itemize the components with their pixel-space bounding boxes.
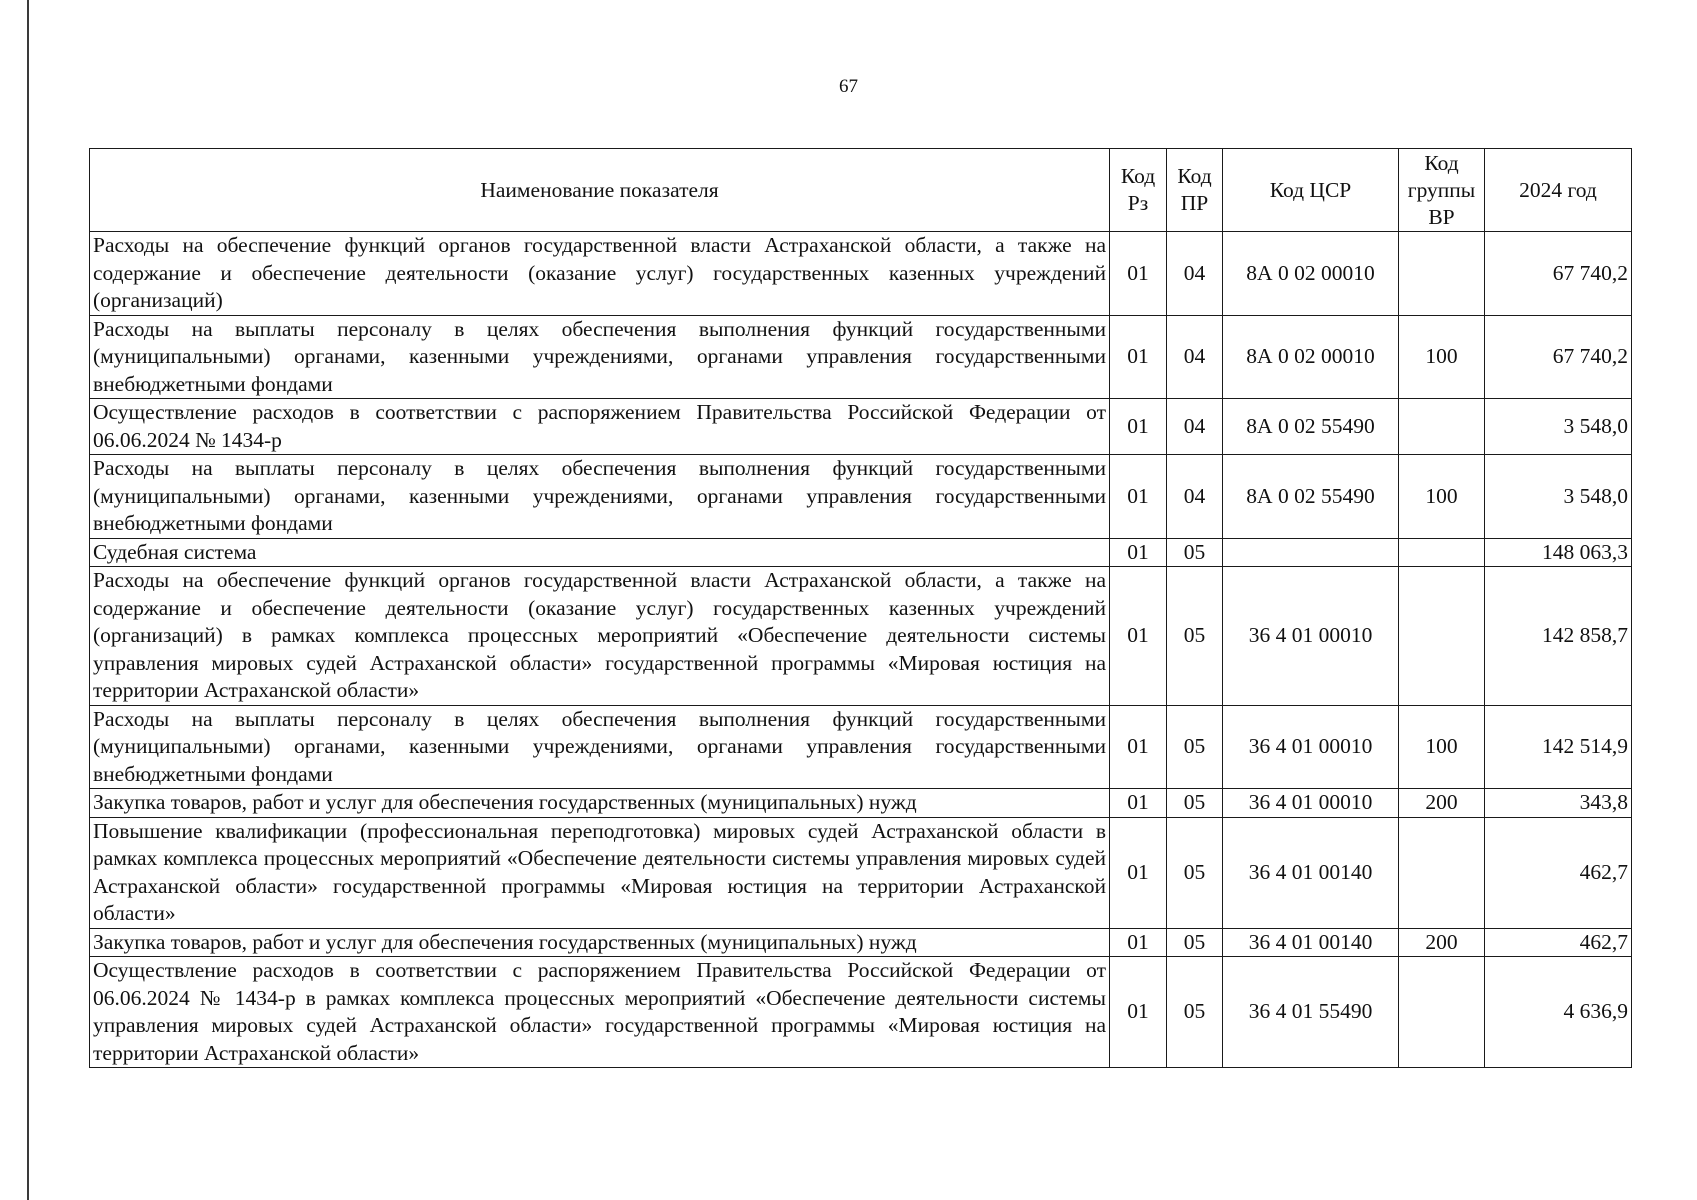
page-number: 67 [839, 76, 858, 97]
row-csr: 8А 0 02 00010 [1223, 232, 1399, 316]
table-row [90, 538, 1632, 567]
row-csr: 8А 0 02 55490 [1223, 399, 1399, 455]
row-csr: 36 4 01 00010 [1223, 705, 1399, 789]
row-vr: 100 [1399, 315, 1485, 399]
row-csr: 8А 0 02 00010 [1223, 315, 1399, 399]
row-rz: 01 [1110, 232, 1167, 316]
header-vr: Код группы ВР [1399, 149, 1485, 232]
table-row [90, 315, 1632, 399]
row-name: Закупка товаров, работ и услуг для обеспечения государственных (муниципальных) нужд [90, 789, 1110, 818]
row-pr: 05 [1167, 817, 1223, 928]
row-csr: 36 4 01 00010 [1223, 567, 1399, 706]
header-sum: 2024 год [1485, 149, 1632, 232]
budget-table [89, 148, 1632, 1068]
row-name: Расходы на выплаты персоналу в целях обеспечения выполнения функций государственными (муниципальными) органами, казенными учреждениями, органами управления государственными внебюджетными фондами [90, 315, 1110, 399]
row-pr: 05 [1167, 957, 1223, 1068]
row-csr: 36 4 01 00140 [1223, 928, 1399, 957]
header-rz: Код Рз [1110, 149, 1167, 232]
row-name: Расходы на выплаты персоналу в целях обеспечения выполнения функций государственными (муниципальными) органами, казенными учреждениями, органами управления государственными внебюджетными фондами [90, 705, 1110, 789]
row-vr [1399, 817, 1485, 928]
row-pr: 04 [1167, 232, 1223, 316]
row-vr [1399, 538, 1485, 567]
row-csr: 36 4 01 55490 [1223, 957, 1399, 1068]
row-sum: 142 858,7 [1485, 567, 1632, 706]
row-rz: 01 [1110, 399, 1167, 455]
page-left-edge-rule [27, 0, 29, 1200]
row-csr: 36 4 01 00010 [1223, 789, 1399, 818]
row-pr: 04 [1167, 315, 1223, 399]
row-sum: 343,8 [1485, 789, 1632, 818]
row-csr: 36 4 01 00140 [1223, 817, 1399, 928]
row-rz: 01 [1110, 538, 1167, 567]
row-name: Осуществление расходов в соответствии с распоряжением Правительства Российской Федерации от 06.06.2024 № 1434-р [90, 399, 1110, 455]
row-sum: 3 548,0 [1485, 399, 1632, 455]
table-row [90, 789, 1632, 818]
row-sum: 462,7 [1485, 817, 1632, 928]
table-row [90, 928, 1632, 957]
row-vr: 200 [1399, 789, 1485, 818]
row-name: Осуществление расходов в соответствии с распоряжением Правительства Российской Федерации от 06.06.2024 № 1434-р в рамках комплекса процессных мероприятий «Обеспечение деятельности системы управления мировых судей Астраханской области» государственной программы «Мировая юстиция на территории Астраханской области» [90, 957, 1110, 1068]
table-row [90, 455, 1632, 539]
row-pr: 04 [1167, 455, 1223, 539]
row-vr [1399, 567, 1485, 706]
header-name: Наименование показателя [90, 149, 1110, 232]
table-row [90, 817, 1632, 928]
header-pr: Код ПР [1167, 149, 1223, 232]
row-pr: 05 [1167, 538, 1223, 567]
row-name: Расходы на обеспечение функций органов государственной власти Астраханской области, а также на содержание и обеспечение деятельности (оказание услуг) государственных казенных учреждений (организаций) в рамках комплекса процессных мероприятий «Обеспечение деятельности системы управления мировых судей Астраханской области» государственной программы «Мировая юстиция на территории Астраханской области» [90, 567, 1110, 706]
table-row [90, 705, 1632, 789]
row-rz: 01 [1110, 567, 1167, 706]
row-rz: 01 [1110, 928, 1167, 957]
row-sum: 3 548,0 [1485, 455, 1632, 539]
row-sum: 67 740,2 [1485, 232, 1632, 316]
row-pr: 05 [1167, 928, 1223, 957]
row-rz: 01 [1110, 957, 1167, 1068]
row-name: Расходы на выплаты персоналу в целях обеспечения выполнения функций государственными (муниципальными) органами, казенными учреждениями, органами управления государственными внебюджетными фондами [90, 455, 1110, 539]
row-sum: 67 740,2 [1485, 315, 1632, 399]
row-vr: 200 [1399, 928, 1485, 957]
table-row [90, 567, 1632, 706]
row-vr [1399, 399, 1485, 455]
row-csr: 8А 0 02 55490 [1223, 455, 1399, 539]
table-header-row [90, 149, 1632, 232]
header-csr: Код ЦСР [1223, 149, 1399, 232]
row-pr: 05 [1167, 789, 1223, 818]
row-sum: 462,7 [1485, 928, 1632, 957]
table-row [90, 957, 1632, 1068]
row-csr [1223, 538, 1399, 567]
row-name: Судебная система [90, 538, 1110, 567]
row-rz: 01 [1110, 705, 1167, 789]
table-row [90, 399, 1632, 455]
row-vr: 100 [1399, 705, 1485, 789]
row-name: Повышение квалификации (профессиональная переподготовка) мировых судей Астраханской области в рамках комплекса процессных мероприятий «Обеспечение деятельности системы управления мировых судей Астраханской области» государственной программы «Мировая юстиция на территории Астраханской области» [90, 817, 1110, 928]
row-pr: 05 [1167, 705, 1223, 789]
row-rz: 01 [1110, 817, 1167, 928]
row-vr: 100 [1399, 455, 1485, 539]
row-rz: 01 [1110, 455, 1167, 539]
table-row [90, 232, 1632, 316]
row-vr [1399, 957, 1485, 1068]
row-rz: 01 [1110, 315, 1167, 399]
row-sum: 148 063,3 [1485, 538, 1632, 567]
row-pr: 05 [1167, 567, 1223, 706]
row-sum: 142 514,9 [1485, 705, 1632, 789]
row-name: Закупка товаров, работ и услуг для обеспечения государственных (муниципальных) нужд [90, 928, 1110, 957]
row-vr [1399, 232, 1485, 316]
row-pr: 04 [1167, 399, 1223, 455]
row-sum: 4 636,9 [1485, 957, 1632, 1068]
row-name: Расходы на обеспечение функций органов государственной власти Астраханской области, а также на содержание и обеспечение деятельности (оказание услуг) государственных казенных учреждений (организаций) [90, 232, 1110, 316]
row-rz: 01 [1110, 789, 1167, 818]
